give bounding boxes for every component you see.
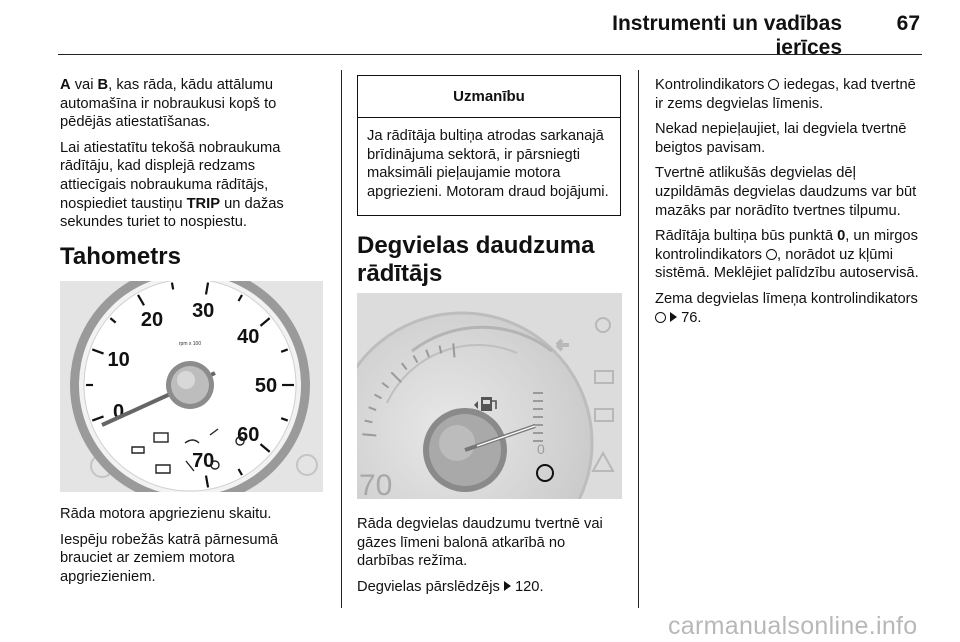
heading-fuel-gauge: Degvielas daudzuma rādītājs <box>357 232 595 287</box>
tacho-label-30: 30 <box>192 300 215 323</box>
page-ref-icon <box>670 312 677 322</box>
column-divider-1 <box>341 70 342 608</box>
tacho-tick <box>172 283 173 290</box>
value-zero: 0 <box>837 228 846 245</box>
column-divider-2 <box>638 70 639 608</box>
page-ref-120[interactable]: 120. <box>514 578 544 595</box>
tachometer-image <box>60 281 323 492</box>
heading-tachometer: Tahometrs <box>60 243 181 270</box>
page-ref-icon <box>504 581 511 591</box>
label-a: A <box>60 77 71 93</box>
fuel-seventy-label: 70 <box>359 469 393 499</box>
tacho-label-40: 40 <box>237 326 260 349</box>
tacho-label-50: 50 <box>254 375 278 397</box>
column-left <box>60 76 322 239</box>
text-fuel-switch: Degvielas pārslēdzējs <box>357 578 504 595</box>
column-middle-lower <box>357 515 623 603</box>
fuel-gauge-image <box>357 293 622 499</box>
text-reset-start: Lai atiestatītu tekošā nobraukuma rādītāju, kad displejā redzams attiecīgais nobraukuma rādītājs, nospiediet taustiņu <box>60 139 281 212</box>
fuel-gauge-illustration <box>357 293 622 499</box>
column-left-lower <box>60 505 322 593</box>
tacho-unit-label: rpm x 100 <box>178 341 202 347</box>
text-low-fuel: Zema degvielas līmeņa kontrolindikators <box>655 290 918 307</box>
fuel-tick <box>453 343 454 357</box>
page-ref-76[interactable]: 76. <box>681 309 702 326</box>
page-number: 67 <box>896 12 920 35</box>
paragraph-low-fuel-indicator <box>655 290 923 327</box>
caution-title: Uzmanību <box>358 76 620 118</box>
fuel-tick <box>362 434 376 435</box>
footer-watermark: carmanualsonline.info <box>668 612 918 640</box>
column-right <box>655 76 923 334</box>
text-indicator-end: iedegas, kad tvertnē ir zems degvielas līmenis. <box>655 77 916 112</box>
text-reset-end: un dažas sekundes turiet to nospiestu. <box>60 195 284 231</box>
tacho-label-10: 10 <box>107 349 130 372</box>
tacho-label-60: 60 <box>237 423 260 446</box>
header-divider <box>58 54 922 55</box>
text-indicator-start: Kontrolindikators <box>655 77 769 93</box>
tachometer-illustration <box>60 281 323 492</box>
paragraph-trip-reset <box>60 139 322 232</box>
header-title: Instrumenti un vadības ierīces <box>612 12 842 59</box>
text-or: vai <box>70 77 98 93</box>
indicator-circle-icon <box>768 79 779 90</box>
paragraph-trip-intro <box>60 76 322 132</box>
paragraph-never-empty: Nekad nepieļaujiet, lai degviela tvertnē beigtos pavisam. <box>655 121 907 156</box>
caption-fuel-gauge: Rāda degvielas daudzumu tvertnē vai gāzes līmeni balonā atkarībā no darbības režīma. <box>357 516 603 570</box>
fuel-zero-label: 0 <box>537 441 545 457</box>
tacho-label-0: 0 <box>113 400 125 423</box>
caution-text: Ja rādītāja bultiņa atrodas sarkanajā brīdinājuma sektorā, ir pārsniegti maksimāli pieļaujamie motora apgriezieni. Motoram draud bojājumi. <box>367 128 609 200</box>
paragraph-low-rpm: Iespēju robežās katrā pārnesumā brauciet ar zemiem motora apgriezieniem. <box>60 531 278 585</box>
text-malfunction-mid: , un mirgos kontrolindikators <box>655 228 918 263</box>
text-malfunction-start: Rādītāja bultiņa būs punktā <box>655 228 838 245</box>
text-rest: , kas rāda, kādu attālumu automašīna ir nobraukusi kopš to pēdējās atiestatīšanas. <box>60 77 277 131</box>
indicator-circle-icon <box>655 312 666 323</box>
paragraph-tank-capacity: Tvertnē atlikušās degvielas dēļ uzpildāmās degvielas daudzums var būt mazāks par norādīto tvertnes tilpumu. <box>655 165 917 219</box>
caption-tachometer: Rāda motora apgriezienu skaitu. <box>60 506 272 522</box>
label-b: B <box>97 77 109 93</box>
tacho-label-70: 70 <box>192 449 215 472</box>
trip-button-label: TRIP <box>186 195 221 212</box>
caution-box <box>357 75 621 216</box>
text-malfunction-end: , norādot uz kļūmi sistēmā. Meklējiet palīdzību autoservisā. <box>655 246 919 282</box>
indicator-circle-icon <box>766 249 777 260</box>
paragraph-indicator <box>655 76 923 113</box>
tacho-label-20: 20 <box>140 309 164 332</box>
paragraph-malfunction <box>655 227 923 283</box>
paragraph-fuel-switch <box>357 578 623 597</box>
